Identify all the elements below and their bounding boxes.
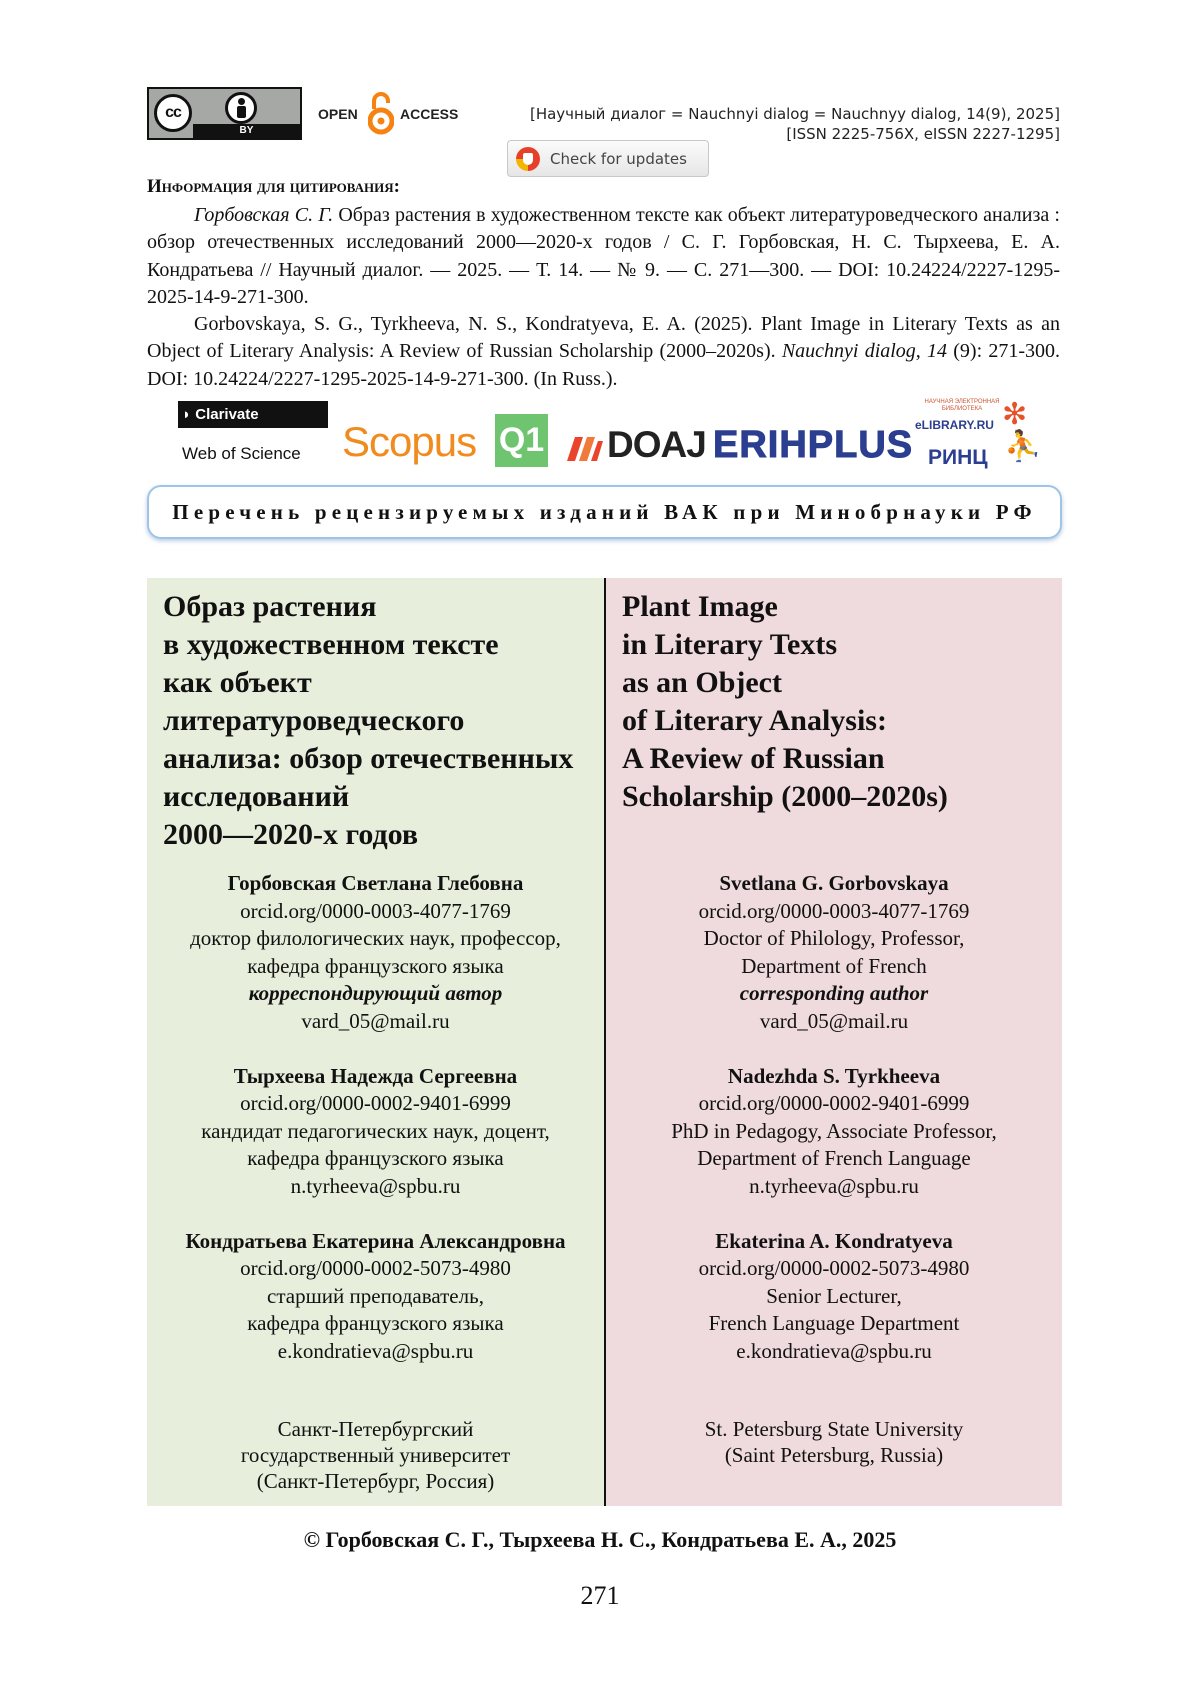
title-line: in Literary Texts [622,628,837,661]
open-lock-icon [368,91,394,135]
russian-affiliation [147,1416,604,1494]
author-orcid: orcid.org/0000-0003-4077-1769 [240,898,511,923]
author-position: кафедра французского языка [247,1311,504,1336]
elibrary-caption: НАУЧНАЯ ЭЛЕКТРОННАЯ БИБЛИОТЕКА [924,399,1000,412]
check-for-updates-button[interactable] [507,140,709,177]
english-authors [606,870,1062,1393]
citation-ru-text: Образ растения в художественном тексте как объект литературоведческого анализа : обзор отечественных исследований 2000—2020-х годов / С. Г. Горбовская, Н. С. Тырхеева, Е. А. Кондратьева // Научный диалог. — 2025. — Т. 14. — № 9. — С. 271—300. — DOI: 10.24224/2227-1295-2025-14-9-271-300. [147,204,1060,308]
crossmark-icon [516,147,540,171]
citation-en-journal: Nauchnyi dialog, 14 [781,340,948,363]
title-line: исследований [163,780,350,813]
title-line: A Review of Russian [622,742,885,775]
citation-ru [147,202,1060,311]
author-position: Senior Lecturer, [766,1283,902,1308]
vak-banner: Перечень рецензируемых изданий ВАК при Минобрнауки РФ [147,485,1062,539]
citation-en-text: Gorbovskaya, S. G., Tyrkheeva, N. S., Kondratyeva, E. A. (2025). Plant Image in Literary Texts as an Object of Literary Analysis: A Review of Russian Scholarship (2000–2020s). [147,313,1060,363]
russian-title [163,588,593,854]
title-line: of Literary Analysis: [622,704,887,737]
doaj-mark-icon [565,433,605,463]
author-block [606,1063,1062,1201]
title-line: 2000—2020-х годов [163,818,419,851]
author-position: Department of French Language [697,1146,971,1171]
citation-ru-authors: Горбовская С. Г. [194,204,334,226]
title-line: Образ растения [163,590,377,623]
author-block [147,870,604,1036]
author-position: Department of French [741,953,927,978]
title-line: в художественном тексте [163,628,499,661]
journal-reference-issn: [ISSN 2225-756X, eISSN 2227-1295] [786,125,1060,143]
copyright-line: © Горбовская С. Г., Тырхеева Н. С., Кондратьева Е. А., 2025 [303,1527,897,1552]
author-orcid: orcid.org/0000-0002-5073-4980 [698,1256,970,1281]
affiliation-line: государственный университет [240,1443,511,1467]
clarivate-logo: ◗ Clarivate [178,401,328,428]
clarivate-text: Clarivate [195,406,259,423]
elibrary-logo: eLIBRARY.RU [915,418,994,432]
page-number: 271 [580,1581,620,1610]
elibrary-flower-icon: ✻ [1002,398,1028,431]
english-title [622,588,1052,816]
q1-badge: Q1 [495,414,548,467]
author-orcid: orcid.org/0000-0003-4077-1769 [698,898,970,923]
citation-en [147,311,1060,393]
citation-heading: Информация для цитирования: [147,176,400,197]
doaj-logo: DOAJ [607,424,706,465]
author-email: e.kondratieva@spbu.ru [277,1338,474,1363]
title-line: as an Object [622,666,782,699]
title-line: литературоведческого [163,704,465,737]
by-label: BY [193,124,300,138]
author-position: кафедра французского языка [247,953,504,978]
english-column [606,578,1062,1506]
author-email: vard_05@mail.ru [759,1008,909,1033]
erihplus-logo: ERIHPLUS [713,424,914,466]
citation-body [147,202,1060,393]
author-position: старший преподаватель, [267,1283,484,1308]
author-block [147,1228,604,1366]
title-line: анализа: обзор отечественных [163,742,574,775]
author-email: n.tyrheeva@spbu.ru [290,1173,461,1198]
russian-column [147,578,604,1506]
author-orcid: orcid.org/0000-0002-9401-6999 [698,1091,970,1116]
open-access-open-text: OPEN [318,106,358,122]
check-for-updates-label: Check for updates [550,149,687,168]
elibrary-person-icon: ⛹ [1004,430,1042,463]
author-position: доктор филологических наук, профессор, [190,926,561,951]
author-email: vard_05@mail.ru [301,1008,450,1033]
cc-icon: cc [154,94,192,132]
open-access-access-text: ACCESS [400,106,459,122]
citation-en-text-after: (9): 271-300. DOI: 10.24224/2227-1295-2025-14-9-271-300. (In Russ.). [147,340,1060,390]
author-position: кафедра французского языка [247,1146,504,1171]
author-orcid: orcid.org/0000-0002-9401-6999 [240,1091,511,1116]
title-line: как объект [163,666,312,699]
web-of-science-logo: Web of Science [182,444,301,463]
author-block [606,1228,1062,1366]
author-name: Кондратьева Екатерина Александровна [185,1228,566,1253]
english-affiliation [606,1416,1062,1468]
author-email: e.kondratieva@spbu.ru [736,1338,932,1363]
attribution-person-icon [225,92,257,124]
author-position: PhD in Pedagogy, Associate Professor, [671,1118,997,1143]
author-block [606,870,1062,1036]
author-name: Тырхеева Надежда Сергеевна [233,1063,518,1088]
russian-authors [147,870,604,1393]
scopus-logo: Scopus [342,418,477,465]
affiliation-line: St. Petersburg State University [704,1417,964,1441]
journal-reference [530,104,1060,144]
author-role: corresponding author [739,981,929,1006]
affiliation-line: (Saint Petersburg, Russia) [724,1443,944,1467]
title-line: Plant Image [622,590,778,623]
author-name: Svetlana G. Gorbovskaya [719,871,949,895]
affiliation-line: Санкт-Петербургский [277,1417,474,1441]
author-name: Nadezhda S. Tyrkheeva [727,1063,941,1088]
title-line: Scholarship (2000–2020s) [622,780,948,813]
author-email: n.tyrheeva@spbu.ru [749,1173,919,1198]
author-position: кандидат педагогических наук, доцент, [201,1118,550,1143]
open-access-logo [318,88,458,138]
author-position: Doctor of Philology, Professor, [703,926,965,951]
journal-reference-line1: [Научный диалог = Nauchnyi dialog = Nauchnyy dialog, 14(9), 2025] [529,105,1060,123]
author-block [147,1063,604,1201]
rinc-logo: РИНЦ [928,446,988,469]
author-name: Горбовская Светлана Глебовна [227,871,524,895]
author-orcid: orcid.org/0000-0002-5073-4980 [240,1256,511,1281]
author-role: корреспондирующий автор [248,981,503,1006]
author-position: French Language Department [708,1311,960,1336]
author-name: Ekaterina A. Kondratyeva [715,1228,953,1253]
affiliation-line: (Санкт-Петербург, Россия) [256,1469,495,1493]
cc-by-license-icon [147,87,302,140]
